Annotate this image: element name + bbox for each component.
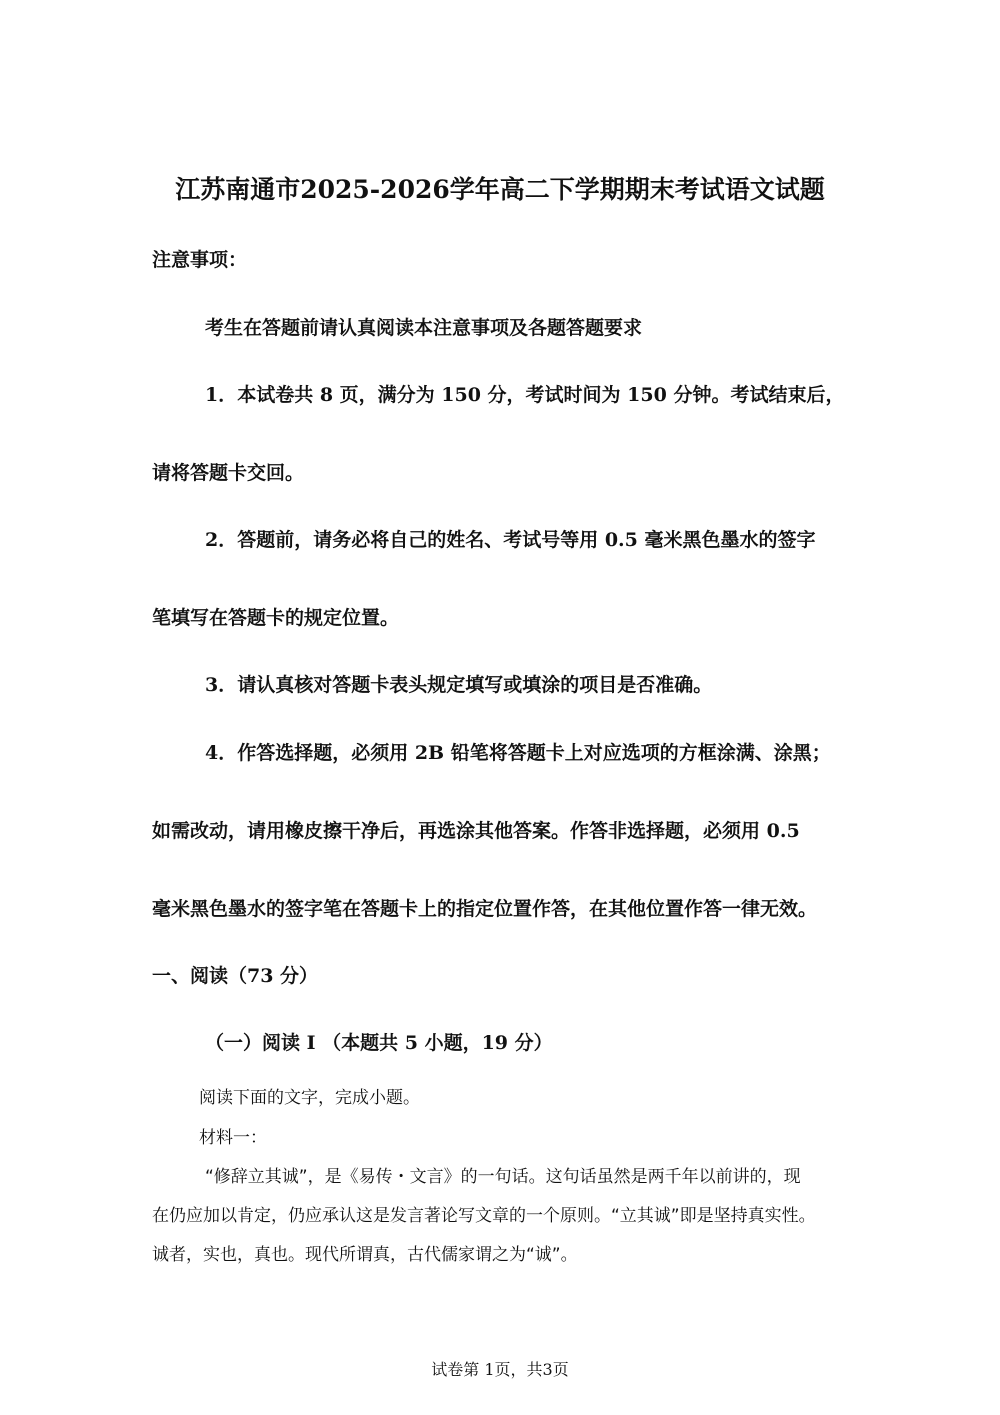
notice-item-2-line-1: 2．答题前，请务必将自己的姓名、考试号等用 0.5 毫米黑色墨水的签字: [205, 529, 816, 551]
notice-item-1-line-1: 1．本试卷共 8 页，满分为 150 分，考试时间为 150 分钟。考试结束后，: [205, 384, 845, 406]
notice-intro: 考生在答题前请认真阅读本注意事项及各题答题要求: [205, 317, 643, 339]
notice-item-3: 3．请认真核对答题卡表头规定填写或填涂的项目是否准确。: [205, 674, 713, 696]
notice-heading: 注意事项：: [152, 249, 248, 271]
notice-item-4-line-2: 如需改动，请用橡皮擦干净后，再选涂其他答案。作答非选择题，必须用 0.5: [152, 820, 800, 842]
page-footer: 试卷第 1页，共3页: [431, 1360, 569, 1379]
notice-item-1-line-2: 请将答题卡交回。: [152, 462, 305, 484]
reading-instruction: 阅读下面的文字，完成小题。: [199, 1088, 420, 1108]
notice-item-4-line-3: 毫米黑色墨水的签字笔在答题卡上的指定位置作答，在其他位置作答一律无效。: [152, 898, 818, 920]
paragraph-line-2: 在仍应加以肯定，仍应承认这是发言著论写文章的一个原则。“立其诚”即是坚持真实性。: [152, 1206, 816, 1226]
material-label: 材料一：: [199, 1128, 267, 1148]
subsection-heading: （一）阅读 I （本题共 5 小题，19 分）: [205, 1032, 553, 1054]
notice-item-2-line-2: 笔填写在答题卡的规定位置。: [152, 607, 400, 629]
paragraph-line-1: “修辞立其诚”，是《易传・文言》的一句话。这句话虽然是两千年以前讲的，现: [205, 1167, 801, 1187]
paragraph-line-3: 诚者，实也，真也。现代所谓真，古代儒家谓之为“诚”。: [152, 1245, 578, 1265]
page-title: 江苏南通市2025-2026学年高二下学期期末考试语文试题: [175, 175, 825, 204]
notice-item-4-line-1: 4．作答选择题，必须用 2B 铅笔将答题卡上对应选项的方框涂满、涂黑；: [205, 742, 831, 764]
section-heading: 一、阅读（73 分）: [152, 965, 319, 987]
